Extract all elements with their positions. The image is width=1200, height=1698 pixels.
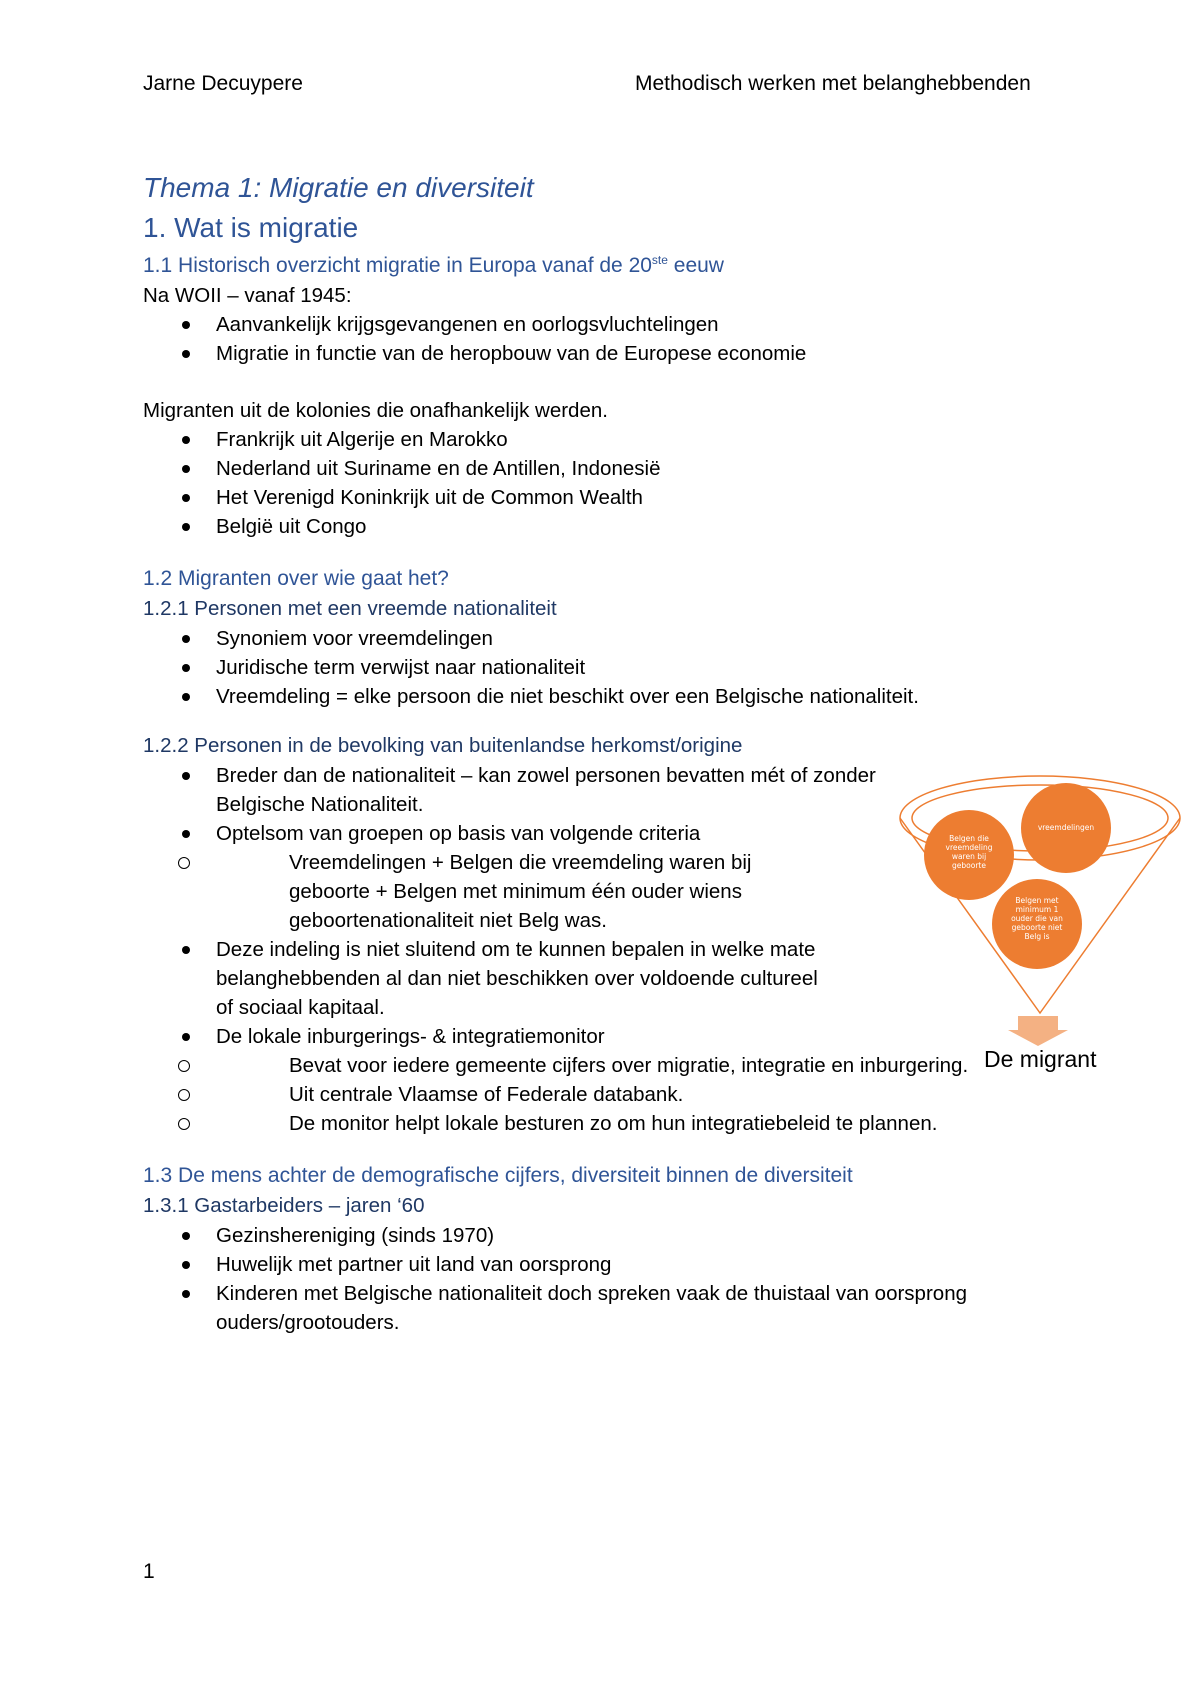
heading-1-1-text: 1.1 Historisch overzicht migratie in Europa vanaf de 20 bbox=[143, 254, 652, 277]
list-item: Kinderen met Belgische nationaliteit doch spreken vaak de thuistaal van oorsprong ouders/grootouders. bbox=[143, 1279, 1016, 1337]
list-item: Nederland uit Suriname en de Antillen, Indonesië bbox=[143, 454, 1083, 483]
bullet-list bbox=[143, 1221, 1083, 1337]
heading-1-3: 1.3 De mens achter de demografische cijfers, diversiteit binnen de diversiteit bbox=[143, 1164, 853, 1187]
migrant-funnel-diagram bbox=[890, 768, 1200, 1078]
circle-1-label: Belgen die vreemdeling waren bij geboorte bbox=[945, 834, 993, 870]
sub-list-item: De monitor helpt lokale besturen zo om hun integratiebeleid te plannen. bbox=[143, 1109, 1083, 1138]
list-item: Het Verenigd Koninkrijk uit de Common Wealth bbox=[143, 483, 1083, 512]
document-title: Thema 1: Migratie en diversiteit bbox=[143, 172, 534, 203]
heading-1-2-1: 1.2.1 Personen met een vreemde nationaliteit bbox=[143, 597, 557, 620]
heading-1: 1. Wat is migratie bbox=[143, 212, 359, 243]
list-item: Frankrijk uit Algerije en Marokko bbox=[143, 425, 1083, 454]
list-item: Vreemdeling = elke persoon die niet beschikt over een Belgische nationaliteit. bbox=[143, 682, 1083, 711]
sub-list-item: Bevat voor iedere gemeente cijfers over migratie, integratie en inburgering. bbox=[143, 1051, 1083, 1080]
circle-2-label: vreemdelingen bbox=[1037, 823, 1095, 832]
header-course: Methodisch werken met belanghebbenden bbox=[635, 72, 1031, 95]
heading-1-2: 1.2 Migranten over wie gaat het? bbox=[143, 567, 449, 590]
list-item: Deze indeling is niet sluitend om te kunnen bepalen in welke mate belanghebbenden al dan niet beschikken over voldoende cultureel of sociaal kapitaal. bbox=[143, 935, 826, 1022]
list-item: Gezinshereniging (sinds 1970) bbox=[143, 1221, 1083, 1250]
sub-list bbox=[143, 848, 883, 935]
list-item: Juridische term verwijst naar nationaliteit bbox=[143, 653, 1083, 682]
list-item: België uit Congo bbox=[143, 512, 1083, 541]
list-item-text: Optelsom van groepen op basis van volgende criteria bbox=[216, 822, 701, 845]
intro-text: Na WOII – vanaf 1945: bbox=[143, 284, 352, 307]
sub-list-item: Vreemdelingen + Belgen die vreemdeling waren bij geboorte + Belgen met minimum één ouder wiens geboortenationaliteit niet Belg was. bbox=[143, 848, 809, 935]
sub-list-item: Uit centrale Vlaamse of Federale databank. bbox=[143, 1080, 1083, 1109]
list-item: Huwelijk met partner uit land van oorsprong bbox=[143, 1250, 1083, 1279]
list-item: Breder dan de nationaliteit – kan zowel personen bevatten mét of zonder Belgische Nationaliteit. bbox=[143, 761, 883, 819]
circle-3-label: Belgen met minimum 1 ouder die van geboorte niet Belg is bbox=[1011, 896, 1063, 941]
heading-1-1-suffix: eeuw bbox=[667, 254, 724, 277]
colonies-intro: Migranten uit de kolonies die onafhankelijk werden. bbox=[143, 399, 608, 422]
page-number: 1 bbox=[143, 1560, 155, 1583]
heading-1-1 bbox=[143, 250, 1083, 281]
bullet-list bbox=[143, 310, 1083, 368]
migrant-label: De migrant bbox=[984, 1046, 1097, 1072]
colonies-list bbox=[143, 425, 1083, 541]
heading-1-1-sup: ste bbox=[651, 253, 668, 267]
down-arrow bbox=[1008, 1016, 1068, 1046]
list-item: Synoniem voor vreemdelingen bbox=[143, 624, 1083, 653]
heading-1-2-2: 1.2.2 Personen in de bevolking van buitenlandse herkomst/origine bbox=[143, 734, 743, 757]
bullet-list bbox=[143, 761, 883, 1022]
list-item: Migratie in functie van de heropbouw van de Europese economie bbox=[143, 339, 1083, 368]
heading-1-3-1: 1.3.1 Gastarbeiders – jaren ‘60 bbox=[143, 1194, 425, 1217]
list-item-text: De lokale inburgerings- & integratiemonitor bbox=[216, 1025, 605, 1048]
bullet-list bbox=[143, 624, 1083, 711]
document-content bbox=[143, 168, 1083, 1337]
list-item: Aanvankelijk krijgsgevangenen en oorlogsvluchtelingen bbox=[143, 310, 1083, 339]
list-item bbox=[143, 819, 883, 935]
header-author: Jarne Decuypere bbox=[143, 72, 303, 95]
